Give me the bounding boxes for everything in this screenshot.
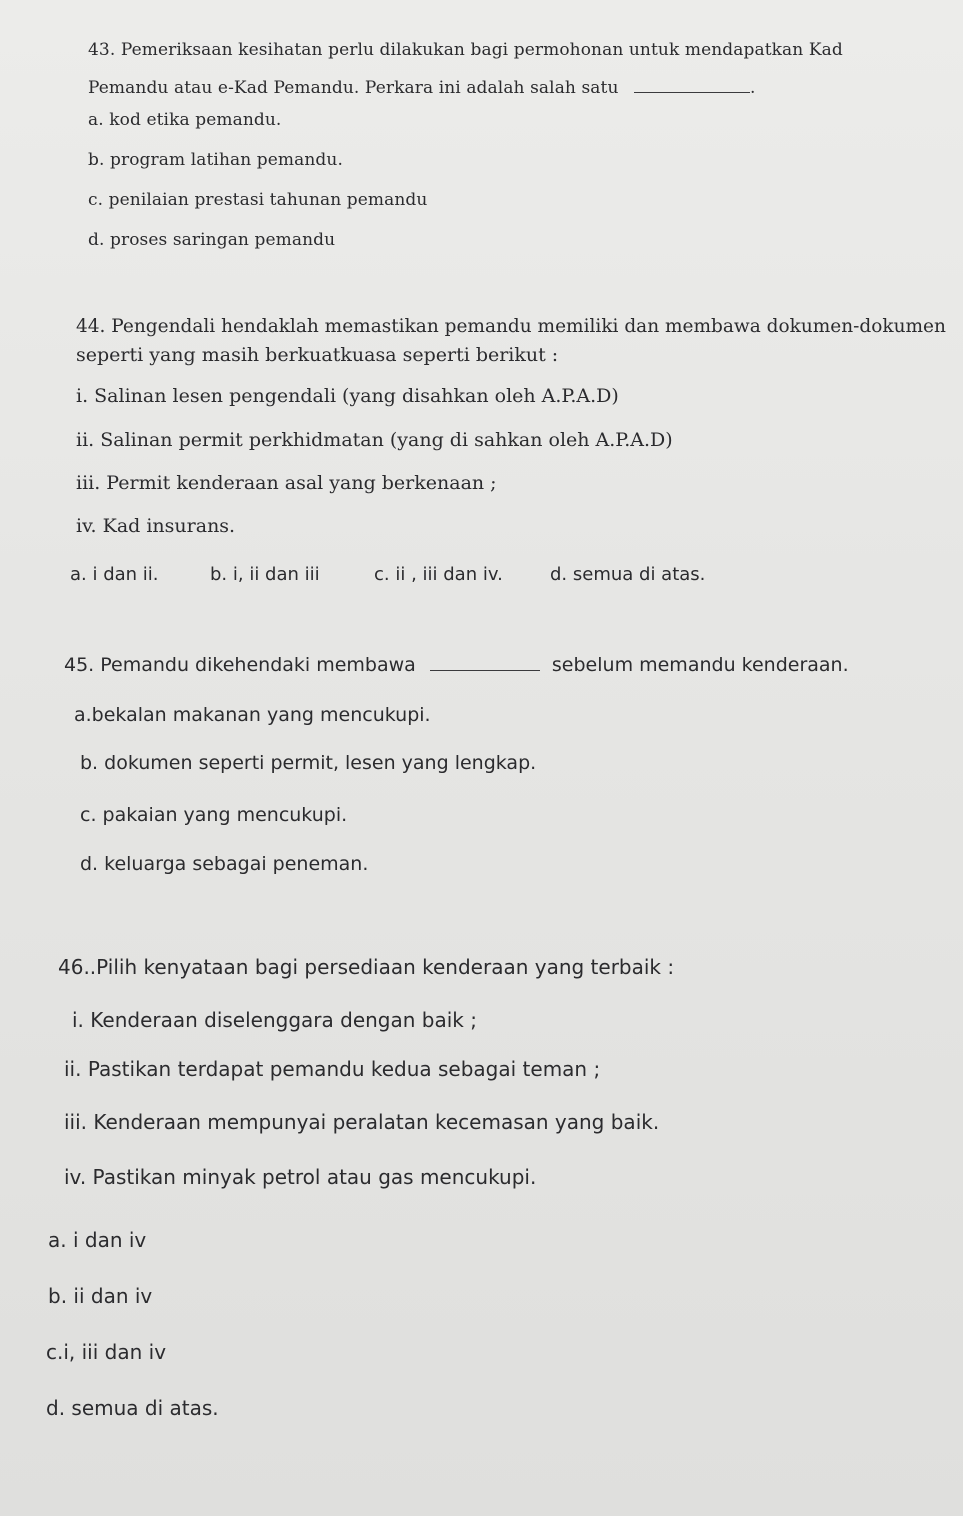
q45-stem bbox=[64, 654, 849, 676]
q44-option-c: c. ii , iii dan iv. bbox=[374, 564, 503, 585]
q43-option-c: c. penilaian prestasi tahunan pemandu bbox=[88, 190, 428, 210]
q44-item-ii: ii. Salinan permit perkhidmatan (yang di sahkan oleh A.P.A.D) bbox=[76, 429, 673, 451]
q45-option-b: b. dokumen seperti permit, lesen yang lengkap. bbox=[80, 752, 537, 774]
q46-item-iii: iii. Kenderaan mempunyai peralatan kecemasan yang baik. bbox=[64, 1110, 660, 1134]
q44-stem-line1: 44. Pengendali hendaklah memastikan pemandu memiliki dan membawa dokumen-dokumen bbox=[76, 316, 946, 337]
q43-stem-end: . bbox=[750, 78, 756, 98]
q45-answer-blank bbox=[430, 669, 540, 671]
q46-option-c: c.i, iii dan iv bbox=[46, 1340, 167, 1364]
q46-option-a: a. i dan iv bbox=[48, 1228, 147, 1252]
q44-option-a: a. i dan ii. bbox=[70, 564, 159, 585]
q46-item-ii: ii. Pastikan terdapat pemandu kedua sebagai teman ; bbox=[64, 1057, 601, 1081]
q43-stem-line2-text: Pemandu atau e-Kad Pemandu. Perkara ini adalah salah satu bbox=[88, 78, 619, 98]
q44-option-b: b. i, ii dan iii bbox=[210, 564, 320, 585]
q44-stem-line2: seperti yang masih berkuatkuasa seperti berikut : bbox=[76, 344, 559, 366]
q43-option-d: d. proses saringan pemandu bbox=[88, 230, 336, 250]
q46-option-b: b. ii dan iv bbox=[48, 1284, 153, 1308]
q44-item-i: i. Salinan lesen pengendali (yang disahkan oleh A.P.A.D) bbox=[76, 385, 619, 407]
q46-item-iv: iv. Pastikan minyak petrol atau gas mencukupi. bbox=[64, 1165, 537, 1189]
q45-stem-after: sebelum memandu kenderaan. bbox=[551, 654, 849, 676]
q44-option-d: d. semua di atas. bbox=[550, 564, 706, 585]
q46-stem: 46..Pilih kenyataan bagi persediaan kenderaan yang terbaik : bbox=[58, 955, 675, 979]
q44-item-iii: iii. Permit kenderaan asal yang berkenaan ; bbox=[76, 472, 497, 494]
q46-item-i: i. Kenderaan diselenggara dengan baik ; bbox=[72, 1008, 477, 1032]
q45-option-a: a.bekalan makanan yang mencukupi. bbox=[74, 704, 431, 726]
q45-stem-before: 45. Pemandu dikehendaki membawa bbox=[64, 654, 416, 676]
q44-item-iv: iv. Kad insurans. bbox=[76, 515, 236, 537]
q43-stem-line1: 43. Pemeriksaan kesihatan perlu dilakukan bagi permohonan untuk mendapatkan Kad bbox=[88, 40, 843, 60]
q45-option-d: d. keluarga sebagai peneman. bbox=[80, 853, 369, 875]
q43-stem-line2 bbox=[88, 78, 756, 98]
q46-option-d: d. semua di atas. bbox=[46, 1396, 219, 1420]
q43-answer-blank bbox=[634, 91, 750, 93]
q43-option-b: b. program latihan pemandu. bbox=[88, 150, 343, 170]
q43-option-a: a. kod etika pemandu. bbox=[88, 110, 282, 130]
q45-option-c: c. pakaian yang mencukupi. bbox=[80, 804, 348, 826]
